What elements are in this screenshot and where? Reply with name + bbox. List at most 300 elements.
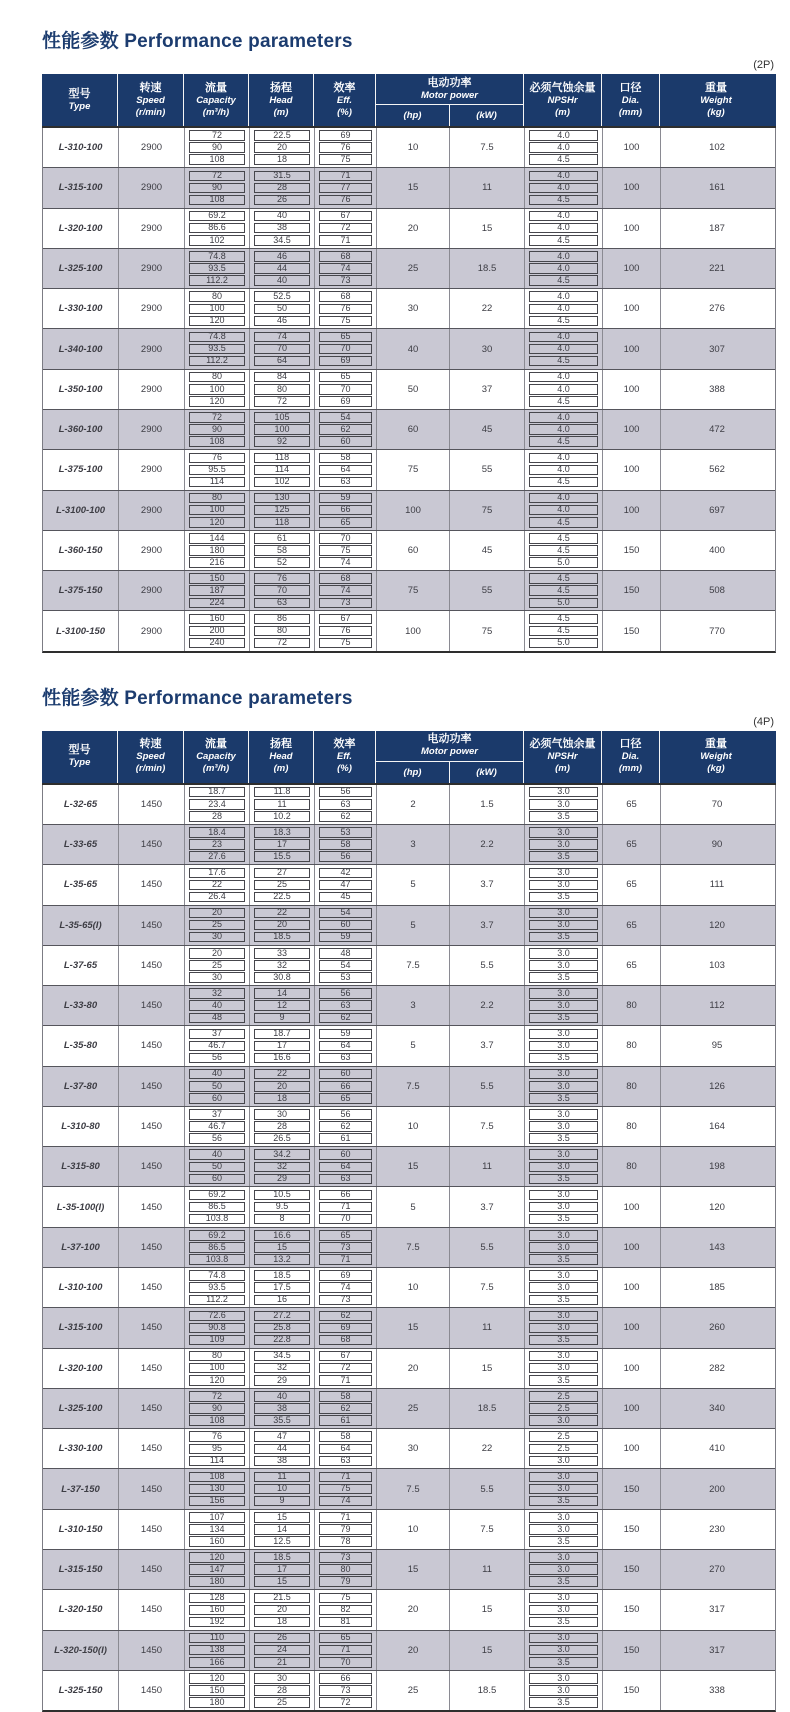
cell-kw: 7.5 [450, 128, 525, 167]
value-box: 73 [319, 1295, 372, 1306]
value-box: 108 [189, 1472, 245, 1483]
table-row [43, 1107, 775, 1147]
value-box: 65 [319, 517, 372, 528]
value-box: 56 [189, 1133, 245, 1144]
value-box: 67 [319, 614, 372, 625]
value-box: 15 [254, 1576, 310, 1587]
value-box: 73 [319, 1242, 372, 1253]
cell-npshr [525, 128, 603, 167]
value-box: 160 [189, 1536, 245, 1547]
value-box: 54 [319, 960, 372, 971]
value-box: 62 [319, 1013, 372, 1024]
cell-hp: 10 [377, 128, 450, 167]
value-box: 22.5 [254, 892, 310, 903]
value-box: 3.5 [529, 972, 598, 983]
cell-type: L-360-100 [43, 410, 119, 449]
cell-npshr [525, 1671, 603, 1710]
cell-speed: 2900 [119, 410, 185, 449]
cell-hp: 5 [377, 1187, 450, 1226]
column-header-kw: (kW) [476, 110, 497, 121]
table-row [43, 611, 775, 650]
title-chinese: 性能参数 [42, 687, 119, 709]
column-header-npshr: 必须气蚀余量 NPSHr (m) [524, 74, 602, 126]
value-box: 58 [319, 839, 372, 850]
cell-diameter: 80 [603, 1026, 661, 1065]
value-box: 18.7 [189, 787, 245, 798]
value-box: 3.5 [529, 851, 598, 862]
cell-efficiency [315, 1147, 377, 1186]
cell-speed: 1450 [119, 1429, 185, 1468]
value-box: 63 [254, 598, 310, 609]
cell-weight: 221 [709, 262, 725, 274]
value-box: 58 [319, 1431, 372, 1442]
value-box: 66 [319, 505, 372, 516]
table-row [43, 1067, 775, 1107]
cell-diameter: 100 [603, 1308, 661, 1347]
cell-capacity [185, 370, 250, 409]
cell-npshr [525, 1308, 603, 1347]
cell-weight: 317 [709, 1604, 725, 1616]
value-box: 12.5 [254, 1536, 310, 1547]
value-box: 80 [189, 493, 245, 504]
value-box: 50 [189, 1162, 245, 1173]
value-box: 4.5 [529, 585, 598, 596]
value-box: 23.4 [189, 799, 245, 810]
cell-hp: 60 [377, 531, 450, 570]
value-box: 15.5 [254, 851, 310, 862]
value-box: 72 [254, 396, 310, 407]
value-box: 103.8 [189, 1214, 245, 1225]
value-box: 86.6 [189, 223, 245, 234]
cell-type: L-330-100 [43, 1429, 119, 1468]
cell-diameter: 100 [603, 1187, 661, 1226]
table-body-2p [42, 128, 776, 653]
cell-efficiency [315, 1026, 377, 1065]
value-box: 84 [254, 372, 310, 383]
value-box: 3.5 [529, 1214, 598, 1225]
table-row [43, 986, 775, 1026]
value-box: 30 [254, 1109, 310, 1120]
table-row [43, 1590, 775, 1630]
cell-efficiency [315, 1631, 377, 1670]
value-box: 18.7 [254, 1029, 310, 1040]
value-box: 120 [189, 1552, 245, 1563]
cell-efficiency [315, 410, 377, 449]
cell-type: L-310-100 [43, 128, 119, 167]
value-box: 28 [254, 1121, 310, 1132]
value-box: 74 [319, 263, 372, 274]
value-box: 17 [254, 1564, 310, 1575]
value-box: 71 [319, 235, 372, 246]
column-header-head: 扬程 Head (m) [249, 74, 314, 126]
value-box: 160 [189, 614, 245, 625]
cell-capacity [185, 1590, 250, 1629]
table-row [43, 370, 775, 410]
value-box: 60 [189, 1174, 245, 1185]
table-row [43, 209, 775, 249]
cell-weight: 70 [711, 798, 723, 810]
cell-hp: 5 [377, 906, 450, 945]
value-box: 63 [319, 799, 372, 810]
value-box: 76 [254, 573, 310, 584]
value-box: 27 [254, 868, 310, 879]
cell-weight: 388 [709, 383, 725, 395]
cell-capacity [185, 1510, 250, 1549]
value-box: 53 [319, 972, 372, 983]
cell-efficiency [315, 1107, 377, 1146]
value-box: 100 [254, 424, 310, 435]
value-box: 166 [189, 1657, 245, 1668]
cell-capacity [185, 1550, 250, 1589]
cell-npshr [525, 1187, 603, 1226]
table-row [43, 1147, 775, 1187]
cell-head [250, 986, 315, 1025]
value-box: 224 [189, 598, 245, 609]
value-box: 58 [254, 545, 310, 556]
value-box: 71 [319, 1512, 372, 1523]
cell-efficiency [315, 329, 377, 368]
value-box: 4.0 [529, 453, 598, 464]
cell-type: L-350-100 [43, 370, 119, 409]
value-box: 20 [254, 920, 310, 931]
value-box: 75 [319, 545, 372, 556]
value-box: 3.0 [529, 908, 598, 919]
cell-type: L-375-150 [43, 571, 119, 610]
value-box: 4.0 [529, 183, 598, 194]
value-box: 64 [319, 1444, 372, 1455]
cell-npshr [525, 1026, 603, 1065]
cell-speed: 1450 [119, 1026, 185, 1065]
cell-head [250, 249, 315, 288]
cell-head [250, 1550, 315, 1589]
value-box: 3.5 [529, 1657, 598, 1668]
cell-speed: 1450 [119, 825, 185, 864]
value-box: 120 [189, 316, 245, 327]
value-box: 72 [319, 223, 372, 234]
value-box: 2.5 [529, 1431, 598, 1442]
value-box: 5.0 [529, 598, 598, 609]
value-box: 71 [319, 1375, 372, 1386]
column-header-efficiency: 效率 Eff. (%) [314, 731, 376, 783]
cell-capacity [185, 1107, 250, 1146]
cell-weight: 143 [709, 1241, 725, 1253]
value-box: 216 [189, 557, 245, 568]
cell-type: L-32-65 [43, 785, 119, 824]
value-box: 21.5 [254, 1593, 310, 1604]
cell-weight: 338 [709, 1684, 725, 1696]
table-row [43, 1228, 775, 1268]
value-box: 3.5 [529, 811, 598, 822]
cell-type: L-37-80 [43, 1067, 119, 1106]
value-box: 52 [254, 557, 310, 568]
value-box: 92 [254, 436, 310, 447]
cell-npshr [525, 611, 603, 650]
cell-kw: 5.5 [450, 1469, 525, 1508]
cell-diameter: 100 [603, 410, 661, 449]
cell-capacity [185, 571, 250, 610]
value-box: 3.0 [529, 1069, 598, 1080]
value-box: 156 [189, 1496, 245, 1507]
cell-weight: 111 [709, 879, 725, 891]
value-box: 73 [319, 1552, 372, 1563]
value-box: 68 [319, 291, 372, 302]
value-box: 65 [319, 1633, 372, 1644]
pole-count-label: (4P) [753, 715, 774, 728]
cell-diameter: 65 [603, 785, 661, 824]
value-box: 138 [189, 1645, 245, 1656]
cell-type: L-37-150 [43, 1469, 119, 1508]
cell-diameter: 150 [603, 1590, 661, 1629]
value-box: 40 [189, 1149, 245, 1160]
cell-head [250, 209, 315, 248]
cell-hp: 7.5 [377, 946, 450, 985]
cell-efficiency [315, 1308, 377, 1347]
value-box: 3.0 [529, 1552, 598, 1563]
value-box: 80 [319, 1564, 372, 1575]
value-box: 72 [189, 171, 245, 182]
table-row [43, 1510, 775, 1550]
cell-capacity [185, 1631, 250, 1670]
value-box: 60 [319, 920, 372, 931]
value-box: 50 [189, 1081, 245, 1092]
cell-npshr [525, 1550, 603, 1589]
cell-npshr [525, 1228, 603, 1267]
value-box: 3.0 [529, 1149, 598, 1160]
value-box: 3.5 [529, 1013, 598, 1024]
cell-speed: 2900 [119, 249, 185, 288]
value-box: 26.4 [189, 892, 245, 903]
pole-count-label: (2P) [753, 59, 774, 71]
value-box: 78 [319, 1536, 372, 1547]
value-box: 26 [254, 195, 310, 206]
value-box: 9 [254, 1013, 310, 1024]
value-box: 29 [254, 1375, 310, 1386]
value-box: 59 [319, 932, 372, 943]
value-box: 80 [254, 626, 310, 637]
cell-speed: 1450 [119, 946, 185, 985]
cell-kw: 5.5 [450, 946, 525, 985]
value-box: 4.0 [529, 223, 598, 234]
cell-diameter: 100 [603, 168, 661, 207]
value-box: 150 [189, 573, 245, 584]
value-box: 18 [254, 1617, 310, 1628]
cell-weight: 95 [711, 1040, 723, 1052]
cell-type: L-35-65(I) [43, 906, 119, 945]
value-box: 3.0 [529, 1633, 598, 1644]
value-box: 4.0 [529, 251, 598, 262]
cell-diameter: 100 [603, 249, 661, 288]
cell-npshr [525, 946, 603, 985]
cell-efficiency [315, 946, 377, 985]
value-box: 62 [319, 1311, 372, 1322]
cell-speed: 1450 [119, 865, 185, 904]
value-box: 37 [189, 1029, 245, 1040]
value-box: 30.8 [254, 972, 310, 983]
cell-hp: 7.5 [377, 1228, 450, 1267]
value-box: 70 [254, 585, 310, 596]
cell-hp: 100 [377, 491, 450, 530]
cell-npshr [525, 209, 603, 248]
value-box: 47 [319, 880, 372, 891]
cell-head [250, 1187, 315, 1226]
cell-diameter: 65 [603, 865, 661, 904]
cell-npshr [525, 1268, 603, 1307]
value-box: 25 [189, 960, 245, 971]
value-box: 53 [319, 827, 372, 838]
cell-hp: 10 [377, 1268, 450, 1307]
cell-head [250, 329, 315, 368]
cell-type: L-325-100 [43, 249, 119, 288]
value-box: 3.0 [529, 1472, 598, 1483]
cell-type: L-320-100 [43, 209, 119, 248]
cell-efficiency [315, 370, 377, 409]
value-box: 103.8 [189, 1254, 245, 1265]
value-box: 74 [319, 557, 372, 568]
cell-capacity [185, 1349, 250, 1388]
cell-diameter: 100 [603, 1349, 661, 1388]
cell-speed: 1450 [119, 1187, 185, 1226]
cell-speed: 2900 [119, 450, 185, 489]
cell-type: L-330-100 [43, 289, 119, 328]
cell-kw: 45 [450, 410, 525, 449]
value-box: 3.5 [529, 1697, 598, 1708]
value-box: 38 [254, 1403, 310, 1414]
cell-speed: 1450 [119, 1308, 185, 1347]
value-box: 18 [254, 154, 310, 165]
value-box: 3.5 [529, 1254, 598, 1265]
cell-hp: 5 [377, 1026, 450, 1065]
value-box: 65 [319, 332, 372, 343]
value-box: 192 [189, 1617, 245, 1628]
value-box: 4.0 [529, 493, 598, 504]
cell-efficiency [315, 289, 377, 328]
cell-npshr [525, 1389, 603, 1428]
value-box: 69 [319, 356, 372, 367]
cell-npshr [525, 1590, 603, 1629]
value-box: 80 [189, 372, 245, 383]
value-box: 61 [254, 533, 310, 544]
cell-speed: 1450 [119, 1389, 185, 1428]
table-row [43, 946, 775, 986]
column-header-efficiency: 效率 Eff. (%) [314, 74, 376, 126]
cell-weight: 562 [709, 464, 725, 476]
cell-weight: 260 [709, 1322, 725, 1334]
cell-head [250, 1631, 315, 1670]
cell-weight: 270 [709, 1564, 725, 1576]
value-box: 16.6 [254, 1230, 310, 1241]
value-box: 79 [319, 1524, 372, 1535]
value-box: 60 [319, 1069, 372, 1080]
value-box: 68 [319, 251, 372, 262]
column-header-npshr: 必须气蚀余量 NPSHr (m) [524, 731, 602, 783]
value-box: 73 [319, 275, 372, 286]
value-box: 100 [189, 505, 245, 516]
cell-type: L-33-65 [43, 825, 119, 864]
value-box: 3.5 [529, 1335, 598, 1346]
value-box: 110 [189, 1633, 245, 1644]
cell-kw: 7.5 [450, 1268, 525, 1307]
cell-weight: 120 [709, 1201, 725, 1213]
value-box: 62 [319, 811, 372, 822]
value-box: 95 [189, 1444, 245, 1455]
cell-hp: 75 [377, 571, 450, 610]
value-box: 22 [254, 908, 310, 919]
title-english: Performance parameters [124, 687, 353, 709]
value-box: 69.2 [189, 211, 245, 222]
cell-diameter: 100 [603, 1429, 661, 1468]
value-box: 58 [319, 1391, 372, 1402]
table-row [43, 491, 775, 531]
title-english: Performance parameters [124, 31, 353, 52]
value-box: 32 [254, 1162, 310, 1173]
value-box: 23 [189, 839, 245, 850]
value-box: 22.5 [254, 130, 310, 141]
value-box: 3.5 [529, 1295, 598, 1306]
cell-kw: 55 [450, 571, 525, 610]
value-box: 4.5 [529, 477, 598, 488]
value-box: 90 [189, 142, 245, 153]
cell-kw: 55 [450, 450, 525, 489]
value-box: 82 [319, 1605, 372, 1616]
value-box: 62 [319, 1121, 372, 1132]
value-box: 69.2 [189, 1230, 245, 1241]
cell-head [250, 906, 315, 945]
value-box: 114 [189, 477, 245, 488]
value-box: 3.5 [529, 1496, 598, 1507]
cell-weight: 276 [709, 303, 725, 315]
cell-kw: 75 [450, 491, 525, 530]
value-box: 4.5 [529, 316, 598, 327]
cell-diameter: 150 [603, 571, 661, 610]
cell-diameter: 100 [603, 1228, 661, 1267]
cell-speed: 2900 [119, 571, 185, 610]
value-box: 56 [319, 988, 372, 999]
value-box: 4.0 [529, 304, 598, 315]
cell-type: L-310-80 [43, 1107, 119, 1146]
value-box: 80 [189, 291, 245, 302]
value-box: 68 [319, 1335, 372, 1346]
cell-kw: 11 [450, 1550, 525, 1589]
cell-capacity [185, 865, 250, 904]
value-box: 4.5 [529, 545, 598, 556]
cell-weight: 126 [709, 1080, 725, 1092]
value-box: 70 [254, 344, 310, 355]
value-box: 108 [189, 436, 245, 447]
cell-type: L-315-100 [43, 168, 119, 207]
performance-table-2p [42, 74, 776, 653]
value-box: 90 [189, 183, 245, 194]
value-box: 20 [254, 1081, 310, 1092]
value-box: 70 [319, 1214, 372, 1225]
cell-capacity [185, 1671, 250, 1710]
cell-head [250, 865, 315, 904]
value-box: 3.0 [529, 960, 598, 971]
cell-kw: 2.2 [450, 986, 525, 1025]
table-row [43, 1671, 775, 1710]
value-box: 160 [189, 1605, 245, 1616]
value-box: 20 [254, 142, 310, 153]
value-box: 4.0 [529, 424, 598, 435]
table-header [42, 731, 776, 785]
cell-npshr [525, 1147, 603, 1186]
cell-npshr [525, 785, 603, 824]
value-box: 59 [319, 1029, 372, 1040]
value-box: 81 [319, 1617, 372, 1628]
value-box: 112.2 [189, 275, 245, 286]
table-row [43, 329, 775, 369]
value-box: 46 [254, 251, 310, 262]
cell-efficiency [315, 825, 377, 864]
